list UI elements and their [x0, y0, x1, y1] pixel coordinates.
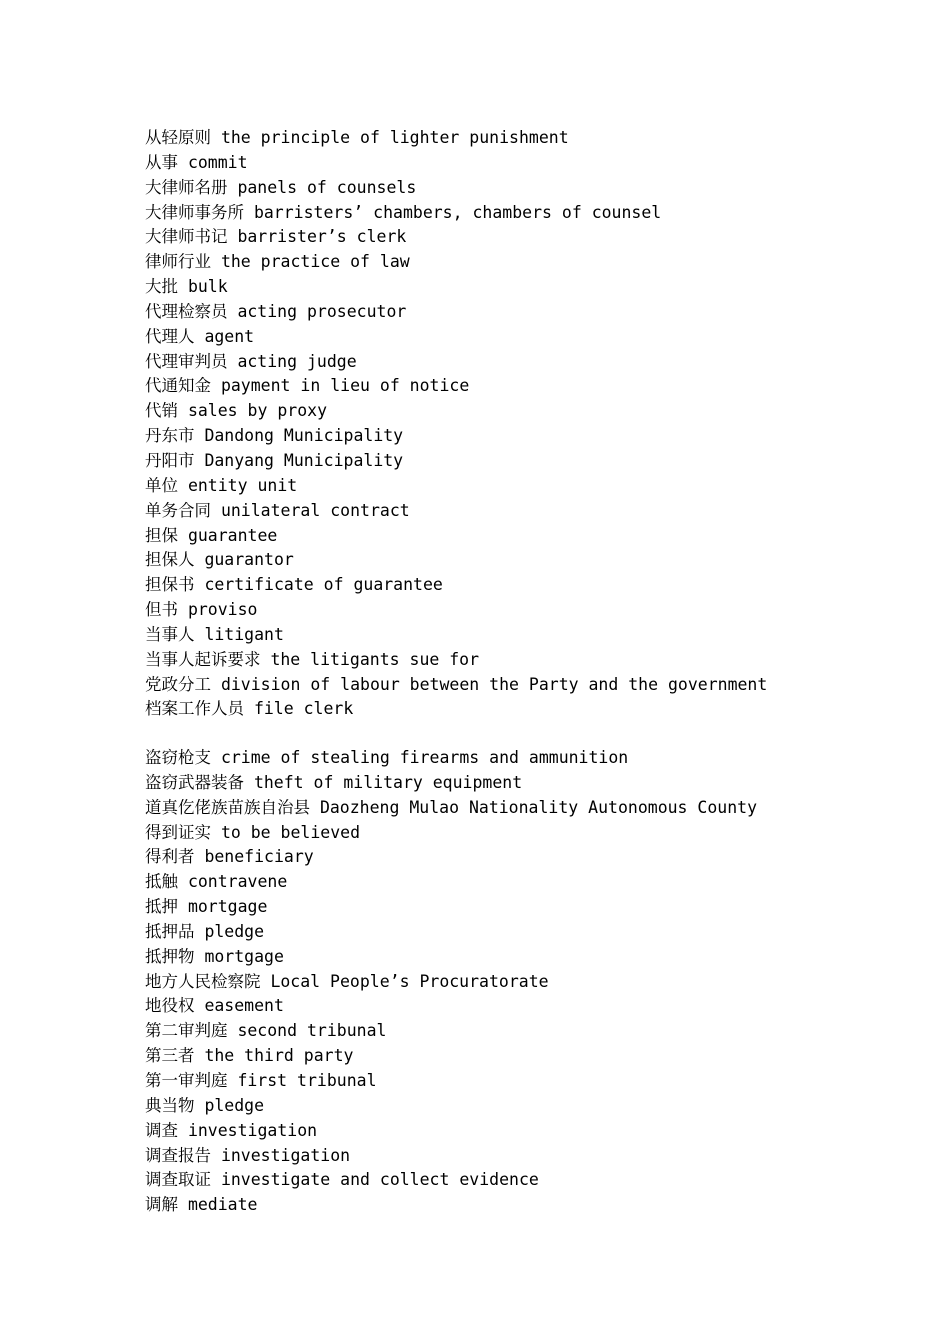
- chinese-term: 丹东市: [145, 426, 195, 446]
- glossary-entry: [145, 994, 905, 1019]
- glossary-entry: [145, 201, 905, 226]
- glossary-block-2: [145, 746, 905, 1218]
- glossary-entry: [145, 176, 905, 201]
- glossary-entry: [145, 573, 905, 598]
- glossary-entry: [145, 424, 905, 449]
- glossary-entry: [145, 1044, 905, 1069]
- english-translation: Local People’s Procuratorate: [270, 971, 549, 991]
- glossary-entry: [145, 250, 905, 275]
- chinese-term: 担保书: [145, 575, 195, 595]
- glossary-entry: [145, 1069, 905, 1094]
- glossary-entry: [145, 350, 905, 375]
- english-translation: investigation: [220, 1145, 351, 1165]
- english-translation: Danyang Municipality: [204, 450, 404, 470]
- glossary-entry: [145, 623, 905, 648]
- glossary-entry: [145, 771, 905, 796]
- english-translation: pledge: [204, 921, 265, 941]
- english-translation: the litigants sue for: [270, 649, 480, 669]
- english-translation: barrister’s clerk: [237, 227, 407, 247]
- english-translation: easement: [204, 996, 284, 1016]
- chinese-term: 抵押物: [145, 946, 195, 966]
- glossary-entry: [145, 920, 905, 945]
- glossary-entry: [145, 1144, 905, 1169]
- glossary-entry: [145, 746, 905, 771]
- glossary-entry: [145, 697, 905, 722]
- glossary-entry: [145, 325, 905, 350]
- english-translation: investigate and collect evidence: [220, 1170, 539, 1190]
- english-translation: contravene: [187, 872, 288, 892]
- english-translation: the third party: [204, 1046, 354, 1066]
- english-translation: investigation: [187, 1120, 318, 1140]
- chinese-term: 第一审判庭: [145, 1070, 228, 1090]
- english-translation: acting judge: [237, 351, 357, 371]
- chinese-term: 第二审判庭: [145, 1021, 228, 1041]
- chinese-term: 道真仡佬族苗族自治县: [145, 797, 310, 817]
- english-translation: bulk: [187, 277, 228, 297]
- english-translation: mortgage: [187, 897, 268, 917]
- chinese-term: 律师行业: [145, 252, 211, 272]
- english-translation: mediate: [187, 1195, 258, 1215]
- chinese-term: 盗窃枪支: [145, 748, 211, 767]
- english-translation: theft of military equipment: [253, 772, 523, 792]
- glossary-entry: [145, 796, 905, 821]
- english-translation: file clerk: [253, 699, 354, 719]
- glossary-entry: [145, 548, 905, 573]
- english-translation: commit: [187, 152, 248, 172]
- glossary-entry: [145, 1094, 905, 1119]
- glossary-entry: [145, 126, 905, 151]
- chinese-term: 大律师名册: [145, 177, 228, 197]
- chinese-term: 单位: [145, 475, 178, 495]
- glossary-entry: [145, 151, 905, 176]
- chinese-term: 得到证实: [145, 822, 211, 842]
- glossary-entry: [145, 524, 905, 549]
- chinese-term: 担保: [145, 525, 178, 545]
- english-translation: guarantee: [187, 525, 278, 545]
- chinese-term: 当事人: [145, 624, 195, 644]
- english-translation: entity unit: [187, 475, 298, 495]
- glossary-entry: [145, 970, 905, 995]
- english-translation: proviso: [187, 600, 258, 620]
- chinese-term: 但书: [145, 600, 178, 620]
- english-translation: acting prosecutor: [237, 301, 407, 321]
- english-translation: barristers’ chambers, chambers of counsel: [253, 202, 662, 222]
- chinese-term: 担保人: [145, 550, 195, 570]
- glossary-entry: [145, 673, 905, 698]
- glossary-entry: [145, 399, 905, 424]
- english-translation: pledge: [204, 1095, 265, 1115]
- chinese-term: 得利者: [145, 847, 195, 867]
- english-translation: division of labour between the Party and the government: [220, 674, 768, 694]
- glossary-entry: [145, 870, 905, 895]
- chinese-term: 典当物: [145, 1095, 195, 1115]
- english-translation: agent: [204, 326, 255, 346]
- chinese-term: 大律师书记: [145, 227, 228, 247]
- chinese-term: 抵押品: [145, 921, 195, 941]
- chinese-term: 代销: [145, 401, 178, 421]
- chinese-term: 丹阳市: [145, 450, 195, 470]
- glossary-entry: [145, 449, 905, 474]
- glossary-entry: [145, 945, 905, 970]
- chinese-term: 单务合同: [145, 500, 211, 520]
- chinese-term: 地方人民检察院: [145, 971, 261, 991]
- english-translation: litigant: [204, 624, 284, 644]
- glossary-entry: [145, 821, 905, 846]
- glossary-entry: [145, 1168, 905, 1193]
- glossary-entry: [145, 895, 905, 920]
- glossary-entry: [145, 225, 905, 250]
- glossary-entry: [145, 374, 905, 399]
- chinese-term: 代理审判员: [145, 351, 228, 371]
- glossary-entry: [145, 474, 905, 499]
- glossary-entry: [145, 275, 905, 300]
- chinese-term: 抵触: [145, 872, 178, 892]
- english-translation: mortgage: [204, 946, 284, 966]
- glossary-entry: [145, 1119, 905, 1144]
- english-translation: sales by proxy: [187, 401, 328, 421]
- english-translation: to be believed: [220, 822, 361, 842]
- chinese-term: 当事人起诉要求: [145, 649, 261, 669]
- chinese-term: 盗窃武器装备: [145, 772, 244, 792]
- english-translation: crime of stealing firearms and ammunition: [220, 748, 629, 767]
- english-translation: payment in lieu of notice: [220, 376, 470, 396]
- chinese-term: 调查取证: [145, 1170, 211, 1190]
- english-translation: the principle of lighter punishment: [220, 128, 569, 147]
- english-translation: Daozheng Mulao Nationality Autonomous County: [319, 797, 758, 817]
- english-translation: panels of counsels: [237, 177, 417, 197]
- chinese-term: 大律师事务所: [145, 202, 244, 222]
- glossary-entry: [145, 1019, 905, 1044]
- english-translation: beneficiary: [204, 847, 314, 867]
- english-translation: guarantor: [204, 550, 294, 570]
- english-translation: Dandong Municipality: [204, 426, 404, 446]
- chinese-term: 从轻原则: [145, 128, 211, 147]
- chinese-term: 地役权: [145, 996, 195, 1016]
- english-translation: certificate of guarantee: [204, 575, 443, 595]
- chinese-term: 调解: [145, 1195, 178, 1215]
- glossary-entry: [145, 499, 905, 524]
- glossary-block-1: [145, 126, 905, 722]
- chinese-term: 从事: [145, 152, 178, 172]
- chinese-term: 党政分工: [145, 674, 211, 694]
- chinese-term: 大批: [145, 277, 178, 297]
- glossary-entry: [145, 1193, 905, 1218]
- chinese-term: 代通知金: [145, 376, 211, 396]
- english-translation: the practice of law: [220, 252, 410, 272]
- english-translation: unilateral contract: [220, 500, 410, 520]
- glossary-entry: [145, 598, 905, 623]
- chinese-term: 抵押: [145, 897, 178, 917]
- english-translation: second tribunal: [237, 1021, 387, 1041]
- glossary-entry: [145, 300, 905, 325]
- chinese-term: 调查: [145, 1120, 178, 1140]
- chinese-term: 档案工作人员: [145, 699, 244, 719]
- chinese-term: 代理检察员: [145, 301, 228, 321]
- chinese-term: 调查报告: [145, 1145, 211, 1165]
- chinese-term: 代理人: [145, 326, 195, 346]
- chinese-term: 第三者: [145, 1046, 195, 1066]
- english-translation: first tribunal: [237, 1070, 377, 1090]
- glossary-entry: [145, 845, 905, 870]
- glossary-entry: [145, 648, 905, 673]
